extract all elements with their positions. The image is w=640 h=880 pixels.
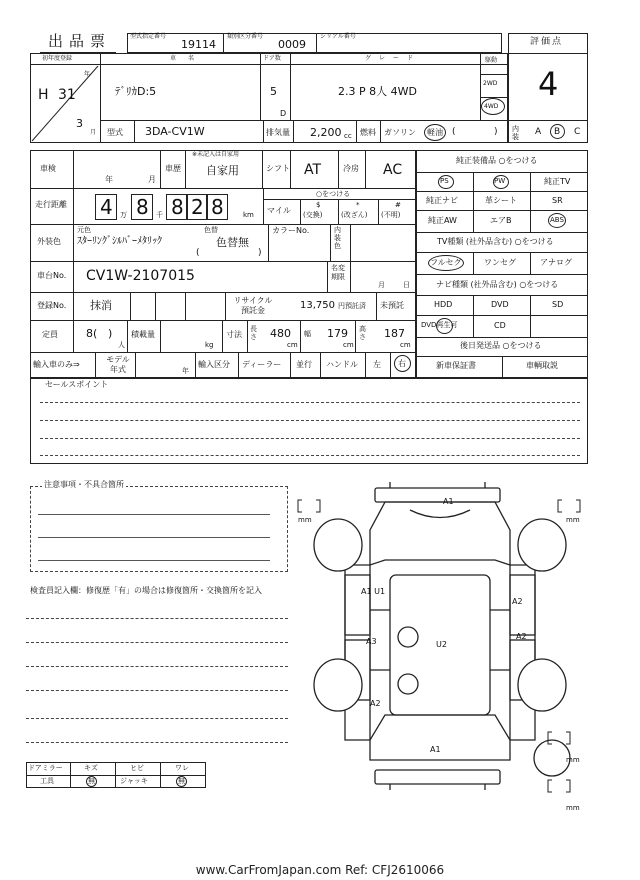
usage-label: 車歴 xyxy=(165,164,181,173)
displacement-unit: cc xyxy=(344,132,352,140)
navi-dvd-play: DVD再生可 xyxy=(421,321,458,329)
dealer-label: ディーラー xyxy=(242,360,282,369)
interior-color-label: 内装色 xyxy=(334,226,341,250)
mileage-opt-tamper-sym: * xyxy=(356,201,360,209)
sales-point-box xyxy=(30,378,588,464)
color-no-label: カラーNo. xyxy=(272,226,310,235)
width-unit: cm xyxy=(343,341,354,349)
spec-grid xyxy=(30,150,416,378)
equip-genuine-aw: 純正AW xyxy=(428,216,457,225)
name-change-day: 日 xyxy=(403,281,410,289)
length-unit: cm xyxy=(287,341,298,349)
capacity-value: 8( xyxy=(86,327,98,340)
inspector-label: 検査員記入欄：修復歴「有」の場合は修復箇所・交換箇所を記入 xyxy=(30,586,262,595)
recycle-unpaid: 未預託 xyxy=(380,301,404,310)
mileage-circle-note: ○をつける xyxy=(316,190,351,198)
usage-note: ※未記入は自家用 xyxy=(192,151,240,158)
doors-label: ドア数 xyxy=(263,55,281,62)
mileage-digit: 2 xyxy=(191,195,204,219)
vehicle-name-value: ﾃﾞﾘｶD:5 xyxy=(115,85,157,98)
drive-label: 駆動 xyxy=(485,57,498,64)
fuel-label: 燃料 xyxy=(360,128,376,137)
damage-u2: U2 xyxy=(436,640,447,649)
exterior-color-label: 外装色 xyxy=(37,237,61,246)
mileage-opt-unknown-sym: # xyxy=(395,201,401,209)
parallel-label: 並行 xyxy=(296,360,312,369)
acc-tools-label: 工具 xyxy=(40,777,54,785)
length-value: 480 xyxy=(270,327,291,340)
docs-manual: 車輌取説 xyxy=(526,361,558,370)
navi-sd: SD xyxy=(552,300,564,309)
registration-value: 抹消 xyxy=(90,299,112,312)
type-cert-label: 型式指定番号 xyxy=(130,33,167,40)
displacement-value: 2,200 xyxy=(310,126,342,139)
serial-label: シリアル番号 xyxy=(320,33,356,40)
tv-analog: アナログ xyxy=(540,258,572,267)
fuel-paren-open: ( xyxy=(452,127,456,137)
chassis-label: 車台No. xyxy=(37,271,67,280)
original-color-label: 元色 xyxy=(77,226,91,234)
repaint-paren-close: ) xyxy=(258,248,262,258)
mm-top-right: mm xyxy=(566,516,580,524)
doors-suffix: D xyxy=(280,109,287,118)
navi-dvd: DVD xyxy=(491,300,509,309)
height-label: 高さ xyxy=(359,325,366,341)
right-handle: 右 xyxy=(398,359,406,368)
mileage-km: km xyxy=(243,211,254,219)
handle-label: ハンドル xyxy=(326,360,358,369)
inspection-month: 月 xyxy=(148,175,156,184)
dims-label: 寸法 xyxy=(226,330,242,339)
repaint-paren-open: ( xyxy=(196,248,200,258)
mileage-label: 走行距離 xyxy=(35,200,67,209)
width-value: 179 xyxy=(327,327,348,340)
navi-cd: CD xyxy=(494,321,506,330)
navi-hdd: HDD xyxy=(434,300,453,309)
capacity-close: ) xyxy=(108,327,113,340)
damage-a2-right-front: A2 xyxy=(512,597,523,606)
original-color-value: ｽﾀｰﾘﾝｸﾞｼﾙﾊﾞｰﾒﾀﾘｯｸ xyxy=(77,236,162,247)
name-change-label: 名変期限 xyxy=(331,264,345,281)
first-reg-diagonal xyxy=(30,64,100,143)
acc-header-mirror: ドアミラー xyxy=(28,764,63,772)
fuel-diesel: 軽油 xyxy=(427,128,443,137)
mileage-digit: 4 xyxy=(100,195,113,219)
damage-a2-left: A2 xyxy=(370,699,381,708)
acc-jack-label: ジャッキ xyxy=(120,777,148,785)
mileage-digit: 8 xyxy=(136,195,149,219)
inspection-year: 年 xyxy=(105,175,113,184)
acc-jack-value: 無 xyxy=(178,777,185,785)
mileage-man: 万 xyxy=(120,211,127,219)
recycle-label: リサイクル預託金 xyxy=(233,296,273,315)
import-type-label: 輸入区分 xyxy=(198,360,230,369)
mileage-opt-tamper: (改ざん) xyxy=(341,211,368,219)
footer-reference: www.CarFromJapan.com Ref: CFJ2610066 xyxy=(195,863,445,877)
year-value: 31 xyxy=(58,87,76,103)
mileage-opt-replace-sym: $ xyxy=(316,201,321,209)
mileage-opt-unknown: (不明) xyxy=(381,211,401,219)
sales-point-label: セールスポイント xyxy=(45,380,109,389)
mileage-digit: 8 xyxy=(171,195,184,219)
vehicle-name-label: 車名 xyxy=(170,55,207,62)
tv-oneseg: ワンセグ xyxy=(484,258,516,267)
damage-a1u1: A1 U1 xyxy=(361,587,386,596)
doors-value: 5 xyxy=(270,85,277,98)
year-unit: 年 xyxy=(84,71,91,78)
grade-value: 2.3 P 8人 4WD xyxy=(338,85,417,98)
equip-sr: SR xyxy=(552,196,563,205)
ac-label: 冷房 xyxy=(343,164,359,173)
equip-airbag: エアB xyxy=(490,216,512,225)
equip-abs: ABS xyxy=(550,216,564,224)
month-unit: 月 xyxy=(90,129,97,136)
mileage-digit-boxes xyxy=(93,194,263,220)
damage-front-a1: A1 xyxy=(443,497,454,506)
capacity-unit: 人 xyxy=(118,341,125,349)
damage-a2-right-rear: A2 xyxy=(516,632,527,641)
rating-value: 4 xyxy=(538,65,559,103)
acc-tools-value: 無 xyxy=(88,777,95,785)
navi-type-header: ナビ種類 (社外品含む) ○をつける xyxy=(436,280,559,289)
first-reg-label: 初年度登録 xyxy=(42,55,73,62)
load-label: 積載量 xyxy=(131,330,155,339)
repaint-value: 色替無 xyxy=(216,236,249,249)
capacity-label: 定員 xyxy=(42,330,58,339)
chassis-value: CV1W-2107015 xyxy=(86,268,195,284)
mileage-digit: 8 xyxy=(211,195,224,219)
mm-bottom-right: mm xyxy=(566,804,580,812)
displacement-label: 排気量 xyxy=(266,128,290,137)
model-value: 3DA-CV1W xyxy=(145,125,205,138)
month-value: 3 xyxy=(76,117,83,130)
equip-genuine-navi: 純正ナビ xyxy=(426,196,458,205)
docs-header: 後日発送品 ○をつける xyxy=(460,341,542,350)
type-cert-value: 19114 xyxy=(181,38,216,51)
inspection-label: 車検 xyxy=(40,164,56,173)
equip-pw: PW xyxy=(494,177,506,185)
left-handle: 左 xyxy=(373,360,381,369)
ac-value: AC xyxy=(383,162,403,178)
import-label: 輸入車のみ⇒ xyxy=(33,360,80,369)
height-value: 187 xyxy=(384,327,405,340)
damage-rear-a1: A1 xyxy=(430,745,441,754)
width-label: 幅 xyxy=(304,330,311,338)
equip-genuine-tv: 純正TV xyxy=(544,177,571,186)
shift-label: シフト xyxy=(266,164,290,173)
mileage-sen: 千 xyxy=(156,211,163,219)
interior-label: 内装 xyxy=(512,125,519,141)
tv-type-header: TV種類 (社外品含む) ○をつける xyxy=(437,237,554,246)
model-year-unit: 年 xyxy=(182,367,189,375)
interior-c: C xyxy=(574,127,581,137)
sheet-title: 出品票 xyxy=(48,32,112,50)
acc-header-break: ワレ xyxy=(175,764,189,772)
acc-header-scratch: キズ xyxy=(84,764,98,772)
era-value: H xyxy=(38,87,49,103)
category-label: 類別区分番号 xyxy=(227,33,264,40)
acc-header-crack: ヒビ xyxy=(130,764,144,772)
fuel-paren-close: ) xyxy=(494,127,498,137)
name-change-month: 月 xyxy=(378,281,385,289)
registration-label: 登録No. xyxy=(37,301,67,310)
damage-a3: A3 xyxy=(366,637,377,646)
notes-label: 注意事項・不具合箇所 xyxy=(44,480,124,489)
usage-value: 自家用 xyxy=(206,164,239,177)
category-value: 0009 xyxy=(278,38,306,51)
drive-2wd: 2WD xyxy=(483,80,498,87)
mm-top-left: mm xyxy=(298,516,312,524)
recycle-unit: 円預託済 xyxy=(338,302,366,310)
rating-label: 評価点 xyxy=(530,37,564,47)
genuine-equipment-header: 純正装備品 ○をつける xyxy=(456,156,538,165)
interior-b: B xyxy=(554,127,561,137)
mileage-opt-mile: マイル xyxy=(267,206,291,215)
repaint-label: 色替 xyxy=(204,226,218,234)
fuel-gasoline: ガソリン xyxy=(384,128,416,137)
grade-label: グレード xyxy=(365,55,422,62)
height-unit: cm xyxy=(400,341,411,349)
mm-mid-right: mm xyxy=(566,756,580,764)
docs-warranty: 新車保証書 xyxy=(436,361,476,370)
length-label: 長さ xyxy=(250,325,257,341)
model-label: 型式 xyxy=(107,128,123,137)
model-year-label: モデル年式 xyxy=(106,355,130,374)
tv-fullseg: フルセグ xyxy=(430,258,462,267)
shift-value: AT xyxy=(304,162,322,178)
equip-leather: 革シート xyxy=(485,196,517,205)
interior-a: A xyxy=(535,127,542,137)
mileage-opt-replace: (交換) xyxy=(303,211,323,219)
load-unit: kg xyxy=(205,341,214,349)
equip-ps: PS xyxy=(440,177,449,185)
drive-4wd: 4WD xyxy=(484,103,499,110)
recycle-value: 13,750 xyxy=(300,300,335,311)
